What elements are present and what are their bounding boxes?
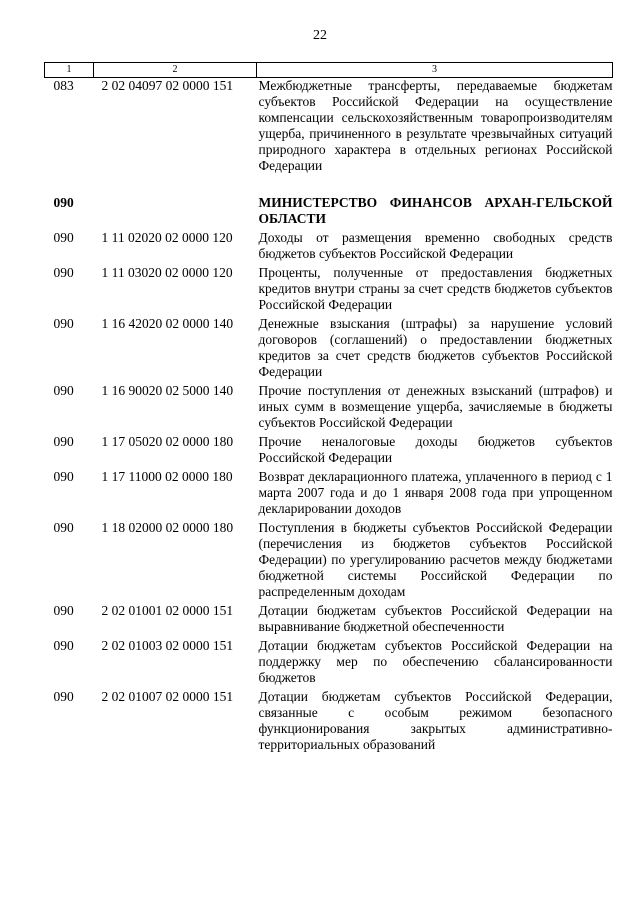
table-row bbox=[45, 603, 613, 638]
admin-code: 083 bbox=[53, 78, 74, 93]
revenue-description: Денежные взыскания (штрафы) за нарушение условий договоров (соглашений) о предоставлении бюджетных кредитов за счет средств бюджетов субъектов Российской Федерации bbox=[258, 316, 613, 379]
table-row bbox=[45, 78, 613, 178]
admin-code: 090 bbox=[53, 469, 74, 484]
revenue-description: Прочие неналоговые доходы бюджетов субъектов Российской Федерации bbox=[258, 434, 613, 465]
revenue-description: Прочие поступления от денежных взысканий (штрафов) и иных сумм в возмещение ущерба, зачисляемые в бюджеты субъектов Российской Федерации bbox=[258, 383, 613, 430]
revenue-description: Возврат декларационного платежа, уплаченного в период с 1 марта 2007 года и до 1 января 2008 года при упрощенном декларировании доходов bbox=[258, 469, 613, 516]
budget-classification-code: 2 02 01007 02 0000 151 bbox=[101, 689, 234, 704]
table-row bbox=[45, 265, 613, 316]
column-header-1: 1 bbox=[45, 63, 94, 78]
revenue-description: Межбюджетные трансферты, передаваемые бюджетам субъектов Российской Федерации на осуществление компенсации сельскохозяйственным товаропроизводителям ущерба, причиненного в результате чрезвычайных ситуаций природного характера в отдельных регионах Российской Федерации bbox=[258, 78, 613, 173]
table-row bbox=[45, 383, 613, 434]
ministry-kbk-empty bbox=[94, 195, 257, 230]
table-row bbox=[45, 520, 613, 603]
table-row bbox=[45, 434, 613, 469]
admin-code: 090 bbox=[53, 230, 74, 245]
revenue-description: Дотации бюджетам субъектов Российской Федерации на поддержку мер по обеспечению сбалансированности бюджетов bbox=[258, 638, 613, 685]
budget-classification-code: 1 17 05020 02 0000 180 bbox=[101, 434, 234, 449]
budget-classification-code: 1 11 02020 02 0000 120 bbox=[101, 230, 233, 245]
revenue-description: Доходы от размещения временно свободных средств бюджетов субъектов Российской Федерации bbox=[258, 230, 613, 261]
admin-code: 090 bbox=[53, 316, 74, 331]
row-spacer bbox=[45, 177, 613, 195]
budget-classification-code: 2 02 01003 02 0000 151 bbox=[101, 638, 234, 653]
admin-code: 090 bbox=[53, 265, 74, 280]
budget-classification-code: 1 17 11000 02 0000 180 bbox=[101, 469, 233, 484]
page-number: 22 bbox=[313, 28, 327, 43]
budget-classification-code: 2 02 01001 02 0000 151 bbox=[101, 603, 234, 618]
table-row bbox=[45, 689, 613, 756]
admin-code: 090 bbox=[53, 520, 74, 535]
budget-classification-code: 1 16 42020 02 0000 140 bbox=[101, 316, 234, 331]
table-row bbox=[45, 638, 613, 689]
ministry-title: МИНИСТЕРСТВО ФИНАНСОВ АРХАН-ГЕЛЬСКОЙ ОБЛАСТИ bbox=[258, 195, 613, 226]
column-header-3: 3 bbox=[257, 63, 613, 78]
ministry-row bbox=[45, 195, 613, 230]
revenue-codes-table bbox=[44, 62, 613, 756]
revenue-description: Проценты, полученные от предоставления бюджетных кредитов внутри страны за счет средств бюджетов субъектов Российской Федерации bbox=[258, 265, 613, 312]
ministry-code: 090 bbox=[53, 195, 74, 210]
admin-code: 090 bbox=[53, 434, 74, 449]
budget-classification-code: 2 02 04097 02 0000 151 bbox=[101, 78, 234, 93]
table-row bbox=[45, 230, 613, 265]
revenue-description: Дотации бюджетам субъектов Российской Федерации на выравнивание бюджетной обеспеченности bbox=[258, 603, 613, 634]
admin-code: 090 bbox=[53, 603, 74, 618]
admin-code: 090 bbox=[53, 638, 74, 653]
column-header-2: 2 bbox=[94, 63, 257, 78]
table-row bbox=[45, 316, 613, 383]
table-header bbox=[45, 63, 613, 78]
budget-classification-code: 1 16 90020 02 5000 140 bbox=[101, 383, 234, 398]
admin-code: 090 bbox=[53, 383, 74, 398]
revenue-description: Дотации бюджетам субъектов Российской Федерации, связанные с особым режимом безопасного функционирования закрытых административно-территориальных образований bbox=[258, 689, 613, 752]
revenue-description: Поступления в бюджеты субъектов Российской Федерации (перечисления из бюджетов субъектов Российской Федерации) по урегулированию расчетов между бюджетами бюджетной системы Российской Федерации по распределенным доходам bbox=[258, 520, 613, 599]
admin-code: 090 bbox=[53, 689, 74, 704]
table-row bbox=[45, 469, 613, 520]
budget-classification-code: 1 11 03020 02 0000 120 bbox=[101, 265, 233, 280]
budget-classification-code: 1 18 02000 02 0000 180 bbox=[101, 520, 234, 535]
